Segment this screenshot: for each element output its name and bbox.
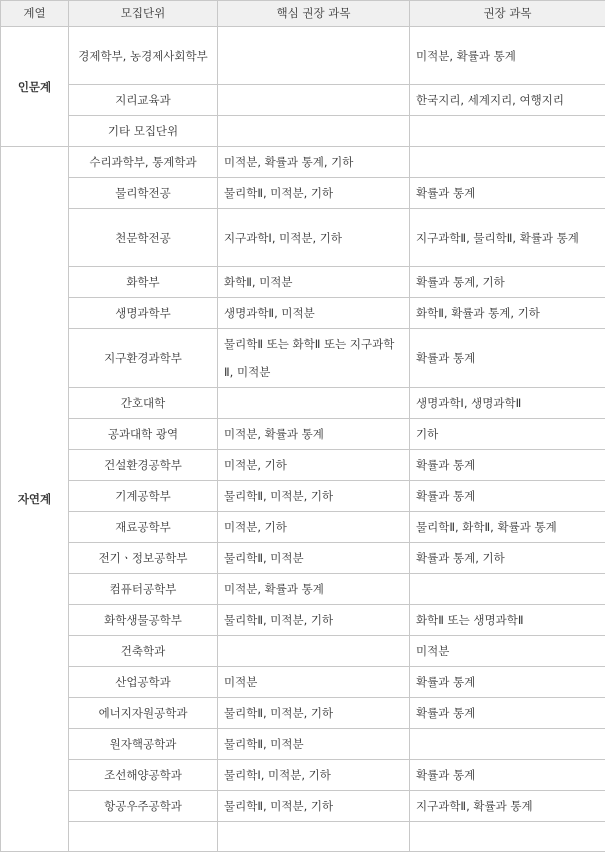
- header-recommended-subjects: 권장 과목: [410, 1, 605, 27]
- table-row: [1, 760, 605, 791]
- recommended-subjects-cell: 미적분, 확률과 통계: [410, 27, 605, 85]
- unit-cell: 재료공학부: [69, 512, 218, 543]
- recommended-subjects-cell: 기하: [410, 419, 605, 450]
- core-subjects-cell: 생명과학Ⅱ, 미적분: [218, 298, 410, 329]
- core-subjects-cell: 물리학Ⅱ, 미적분, 기하: [218, 178, 410, 209]
- core-subjects-cell: 물리학Ⅱ, 미적분, 기하: [218, 605, 410, 636]
- recommended-subjects-cell: 확률과 통계: [410, 329, 605, 388]
- unit-cell: 조선해양공학과: [69, 760, 218, 791]
- table-row: [1, 605, 605, 636]
- core-subjects-cell: 미적분: [218, 667, 410, 698]
- recommended-subjects-cell: [410, 116, 605, 147]
- unit-cell: 지리교육과: [69, 85, 218, 116]
- recommended-subjects-cell: 확률과 통계, 기하: [410, 267, 605, 298]
- header-core-subjects: 핵심 권장 과목: [218, 1, 410, 27]
- core-subjects-cell: 미적분, 확률과 통계: [218, 574, 410, 605]
- table-row: [1, 543, 605, 574]
- recommended-subjects-cell: 화학Ⅱ, 확률과 통계, 기하: [410, 298, 605, 329]
- unit-cell: 경제학부, 농경제사회학부: [69, 27, 218, 85]
- core-subjects-cell: 물리학Ⅱ 또는 화학Ⅱ 또는 지구과학Ⅱ, 미적분: [218, 329, 410, 388]
- core-subjects-cell: 물리학Ⅱ, 미적분, 기하: [218, 481, 410, 512]
- header-group: 계열: [1, 1, 69, 27]
- core-subjects-cell: 미적분, 기하: [218, 450, 410, 481]
- recommended-subjects-cell: [410, 147, 605, 178]
- recommended-subjects-cell: 지구과학Ⅱ, 확률과 통계: [410, 791, 605, 822]
- core-subjects-cell: 미적분, 확률과 통계, 기하: [218, 147, 410, 178]
- recommended-subjects-cell: 확률과 통계, 기하: [410, 543, 605, 574]
- unit-cell: 원자핵공학과: [69, 729, 218, 760]
- unit-cell: 전기ㆍ정보공학부: [69, 543, 218, 574]
- core-subjects-cell: 물리학Ⅱ, 미적분, 기하: [218, 791, 410, 822]
- unit-cell: 간호대학: [69, 388, 218, 419]
- unit-cell: 지구환경과학부: [69, 329, 218, 388]
- recommended-subjects-cell: 생명과학Ⅰ, 생명과학Ⅱ: [410, 388, 605, 419]
- unit-cell: 화학생물공학부: [69, 605, 218, 636]
- core-subjects-cell: 물리학Ⅱ, 미적분, 기하: [218, 698, 410, 729]
- recommended-subjects-cell: 확률과 통계: [410, 760, 605, 791]
- core-subjects-cell: [218, 85, 410, 116]
- table-row: [1, 388, 605, 419]
- core-subjects-cell: [218, 636, 410, 667]
- table-row: [1, 574, 605, 605]
- unit-cell: [69, 822, 218, 852]
- core-subjects-cell: 물리학Ⅱ, 미적분: [218, 543, 410, 574]
- unit-cell: 기계공학부: [69, 481, 218, 512]
- unit-cell: 항공우주공학과: [69, 791, 218, 822]
- core-subjects-cell: 미적분, 확률과 통계: [218, 419, 410, 450]
- recommended-subjects-cell: 확률과 통계: [410, 698, 605, 729]
- unit-cell: 공과대학 광역: [69, 419, 218, 450]
- unit-cell: 천문학전공: [69, 209, 218, 267]
- unit-cell: 기타 모집단위: [69, 116, 218, 147]
- recommended-subjects-cell: [410, 729, 605, 760]
- core-subjects-cell: [218, 27, 410, 85]
- core-subjects-cell: [218, 822, 410, 852]
- recommended-subjects-cell: 물리학Ⅱ, 화학Ⅱ, 확률과 통계: [410, 512, 605, 543]
- recommended-subjects-cell: 미적분: [410, 636, 605, 667]
- unit-cell: 산업공학과: [69, 667, 218, 698]
- table-row: [1, 147, 605, 178]
- header-unit: 모집단위: [69, 1, 218, 27]
- unit-cell: 건축학과: [69, 636, 218, 667]
- recommended-subjects-cell: 확률과 통계: [410, 450, 605, 481]
- core-subjects-cell: 물리학Ⅰ, 미적분, 기하: [218, 760, 410, 791]
- unit-cell: 에너지자원공학과: [69, 698, 218, 729]
- table-row: [1, 729, 605, 760]
- group-cell: 자연계: [1, 147, 69, 852]
- table-row: [1, 481, 605, 512]
- table-row: [1, 329, 605, 388]
- table-row: [1, 791, 605, 822]
- core-subjects-cell: 물리학Ⅱ, 미적분: [218, 729, 410, 760]
- unit-cell: 컴퓨터공학부: [69, 574, 218, 605]
- recommended-subjects-cell: 확률과 통계: [410, 481, 605, 512]
- table-row: [1, 822, 605, 852]
- unit-cell: 화학부: [69, 267, 218, 298]
- recommended-subjects-cell: [410, 574, 605, 605]
- unit-cell: 수리과학부, 통계학과: [69, 147, 218, 178]
- header-row: [1, 1, 605, 27]
- table-row: [1, 667, 605, 698]
- table-body: [1, 27, 605, 852]
- recommended-subjects-cell: 화학Ⅱ 또는 생명과학Ⅱ: [410, 605, 605, 636]
- table-row: [1, 27, 605, 85]
- recommended-subjects-cell: 확률과 통계: [410, 178, 605, 209]
- core-subjects-cell: 미적분, 기하: [218, 512, 410, 543]
- table-row: [1, 209, 605, 267]
- recommended-subjects-cell: 확률과 통계: [410, 667, 605, 698]
- table-row: [1, 267, 605, 298]
- unit-cell: 생명과학부: [69, 298, 218, 329]
- table-row: [1, 298, 605, 329]
- table-row: [1, 636, 605, 667]
- table-row: [1, 85, 605, 116]
- recommended-subjects-cell: 한국지리, 세계지리, 여행지리: [410, 85, 605, 116]
- unit-cell: 물리학전공: [69, 178, 218, 209]
- table-row: [1, 450, 605, 481]
- table-row: [1, 512, 605, 543]
- core-subjects-cell: 화학Ⅱ, 미적분: [218, 267, 410, 298]
- table-row: [1, 178, 605, 209]
- table-row: [1, 116, 605, 147]
- core-subjects-cell: 지구과학Ⅰ, 미적분, 기하: [218, 209, 410, 267]
- group-cell: 인문계: [1, 27, 69, 147]
- table-row: [1, 698, 605, 729]
- unit-cell: 건설환경공학부: [69, 450, 218, 481]
- recommended-subjects-cell: [410, 822, 605, 852]
- core-subjects-cell: [218, 388, 410, 419]
- core-subjects-cell: [218, 116, 410, 147]
- table-row: [1, 419, 605, 450]
- recommended-subjects-cell: 지구과학Ⅱ, 물리학Ⅱ, 확률과 통계: [410, 209, 605, 267]
